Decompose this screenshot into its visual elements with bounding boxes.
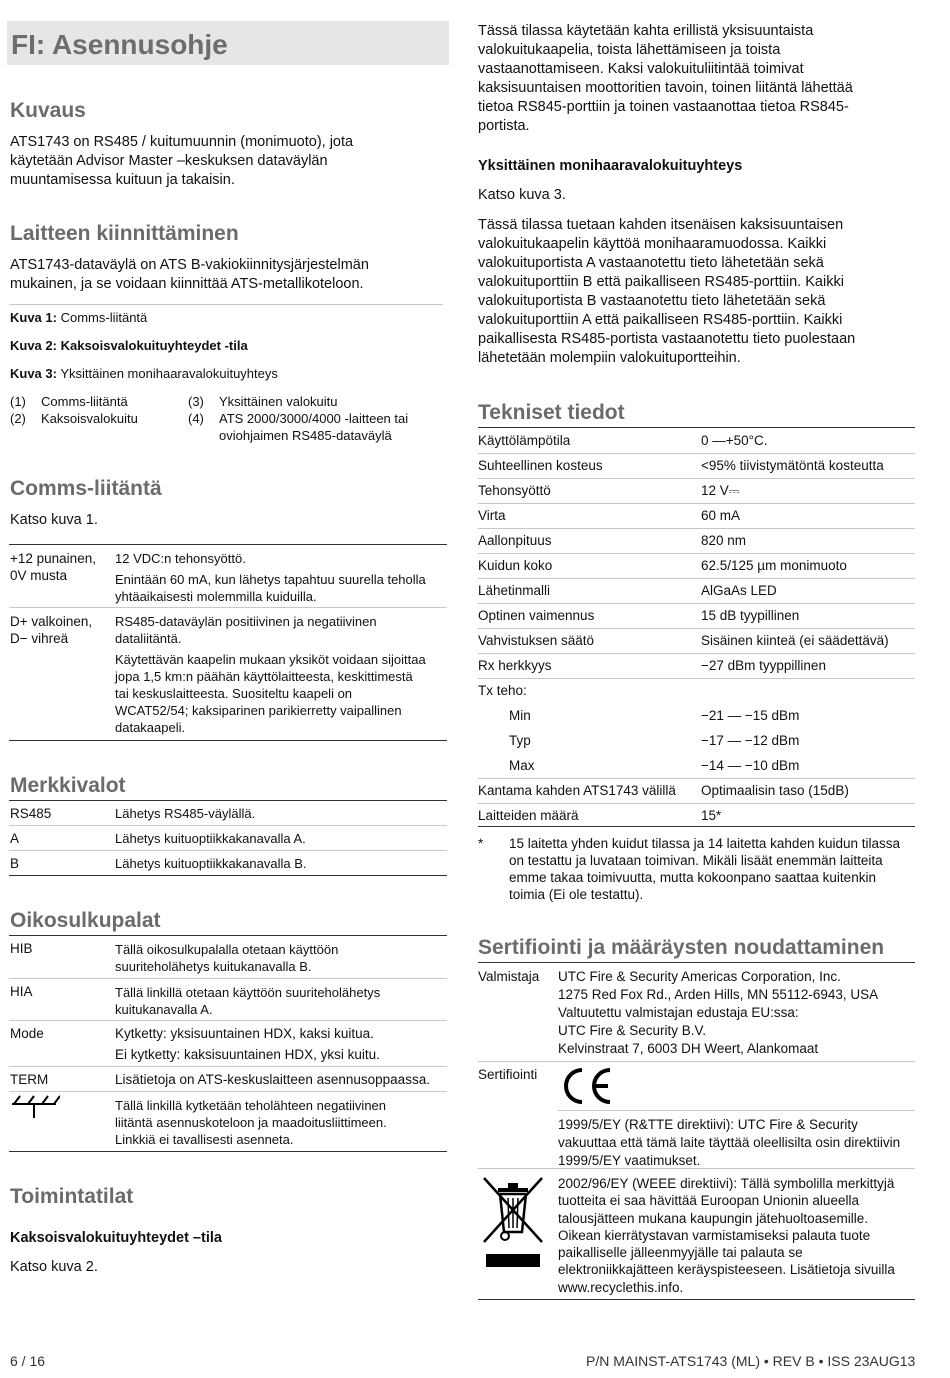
- toimintatilat-see2: Katso kuva 3.: [478, 187, 566, 203]
- spec-row-value: 820 nm: [701, 533, 747, 548]
- spec-row-label: Tehonsyöttö: [478, 483, 551, 498]
- divider: [478, 628, 915, 629]
- valmistaja-label: Valmistaja: [478, 969, 540, 984]
- jumper-key-hib: HIB: [10, 941, 33, 956]
- toimintatilat-heading: Toimintatilat: [10, 1185, 134, 1208]
- legend-text-1: Comms-liitäntä: [41, 394, 128, 409]
- page-title-bar: [7, 21, 449, 65]
- spec-row-label: Vahvistuksen säätö: [478, 633, 595, 648]
- merkki-key-b: B: [10, 856, 20, 871]
- spec-row-label: Aallonpituus: [478, 533, 552, 548]
- jumper-key-mode: Mode: [10, 1026, 44, 1041]
- figure-caption-3: Kuva 3: Yksittäinen monihaaravalokuituyhteys: [10, 366, 278, 381]
- spec-row-label: Käyttölämpötila: [478, 433, 571, 448]
- oikosulkupalat-heading: Oikosulkupalat: [10, 909, 161, 932]
- divider: [9, 1151, 447, 1152]
- divider: [478, 478, 915, 479]
- jumper-value-mode: Kytketty: yksisuuntainen HDX, kaksi kuitua. Ei kytketty: kaksisuuntainen HDX, yksi kuitu.: [115, 1026, 380, 1062]
- divider: [478, 1061, 915, 1062]
- divider: [558, 1110, 915, 1111]
- divider: [478, 1299, 915, 1300]
- page-title: FI: Asennusohje: [11, 29, 228, 60]
- comms-row2-text: RS485-dataväylän positiivinen ja negatiivinen dataliitäntä. Käytettävän kaapelin mukaan yksiköt voidaan sijoittaa jopa 1,5 km:n päähän käyttölaitteesta, keskittimestä tai keskuslaitteesta. Suositeltu kaapeli on WCAT52/54; kaksiparinen parikierretty vaipallinen datakaapeli.: [115, 614, 426, 735]
- legend-item-1: (1): [10, 394, 26, 409]
- merkki-value-a: Lähetys kuituoptiikkakanavalla A.: [115, 831, 306, 846]
- jumper-value-term: Lisätietoja on ATS-keskuslaitteen asennusoppaassa.: [115, 1072, 430, 1087]
- tekniset-heading: Tekniset tiedot: [478, 401, 625, 424]
- spec-row-value: 12 V⎓: [701, 483, 740, 498]
- spec-row-value: 60 mA: [701, 508, 741, 523]
- divider: [478, 962, 915, 963]
- ground-symbol-icon: [10, 1094, 60, 1120]
- footnote-text: 15 laitetta yhden kuidut tilassa ja 14 laitetta kahden kuidun tilassa on testattu ja luvataan toimivan. Mikäli lisäät enemmän laitteita emme takaa toimivuutta, mutta kokoonpano saattaa kuitenkin toimia (Ei ole testattu).: [509, 836, 901, 902]
- toimintatilat-sub2: Yksittäinen monihaaravalokuituyhteys: [478, 158, 743, 174]
- divider: [478, 453, 915, 454]
- spec-row-tx-sub-label: Min: [509, 708, 531, 723]
- divider: [478, 503, 915, 504]
- divider: [9, 850, 447, 851]
- divider: [478, 653, 915, 654]
- spec-row-value: 15*: [701, 808, 722, 823]
- divider: [9, 1020, 447, 1021]
- toimintatilat-sub1: Kaksoisvalokuituyhteydet –tila: [10, 1230, 222, 1246]
- spec-row-tx-label: Tx teho:: [478, 683, 527, 698]
- jumper-value-hia: Tällä linkillä otetaan käyttöön suuriteholähetys kuitukanavalla A.: [115, 985, 381, 1017]
- spec-row-tx-sub-value: −21 — −15 dBm: [701, 708, 800, 723]
- weee-bin-icon: [480, 1174, 546, 1268]
- divider: [9, 304, 443, 305]
- divider: [478, 578, 915, 579]
- toimintatilat-see1: Katso kuva 2.: [10, 1259, 98, 1275]
- weee-text: 2002/96/EY (WEEE direktiivi): Tällä symbolilla merkittyjä tuotteita ei saa hävittää Euroopan Unionin alueella talousjätteen mukana kaupungin jätehuoltoasemille. Oikean kierrätystavan varmistamiseksi palauta tuote paikalliselle jälleenmyyjälle tai palauta se elektroniikkajätteen keräyspisteeseen. Lisätietoja sivuilla www.recyclethis.info.: [558, 1176, 895, 1295]
- spec-row-value: AlGaAs LED: [701, 583, 777, 598]
- valmistaja-text: UTC Fire & Security Americas Corporation, Inc. 1275 Red Fox Rd., Arden Hills, MN 55112-6943, USA Valtuutettu valmistajan edustaja EU:ssa: UTC Fire & Security B.V. Kelvinstraat 7, 6003 DH Weert, Alankomaat: [558, 969, 879, 1056]
- divider: [9, 1091, 447, 1092]
- jumper-key-term: TERM: [10, 1072, 49, 1087]
- merkki-key-a: A: [10, 831, 20, 846]
- footer-part-number: P/N MAINST-ATS1743 (ML) • REV B • ISS 23AUG13: [586, 1353, 916, 1369]
- spec-row-value: 15 dB tyypillinen: [701, 608, 800, 623]
- divider: [478, 778, 915, 779]
- jumper-key-hia: HIA: [10, 984, 33, 999]
- sertifiointi-label: Sertifiointi: [478, 1067, 538, 1082]
- divider: [9, 544, 447, 545]
- spec-row-tx-sub-value: −14 — −10 dBm: [701, 758, 800, 773]
- divider: [9, 800, 447, 801]
- kiinnitys-heading: Laitteen kiinnittäminen: [10, 222, 239, 245]
- divider: [9, 875, 447, 876]
- figure-caption-1: Kuva 1: Comms-liitäntä: [10, 310, 148, 325]
- jumper-value-ground: Tällä linkillä kytketään teholähteen negatiivinen liitäntä asennuskoteloon ja maadoitusliittimeen. Linkkiä ei tavallisesti asenneta.: [115, 1098, 387, 1147]
- divider: [9, 740, 447, 741]
- comms-heading: Comms-liitäntä: [10, 477, 162, 500]
- sertifiointi-heading: Sertifiointi ja määräysten noudattaminen: [478, 936, 885, 959]
- legend-text-4: ATS 2000/3000/4000 -laitteen tai oviohjaimen RS485-dataväylä: [219, 411, 409, 443]
- ce-mark-icon: [558, 1066, 616, 1106]
- divider: [478, 1168, 915, 1169]
- divider: [9, 978, 447, 979]
- spec-row-value: Optimaalisin taso (15dB): [701, 783, 849, 798]
- legend-item-3: (3): [188, 394, 204, 409]
- spec-row-value: 62.5/125 µm monimuoto: [701, 558, 847, 573]
- legend-text-2: Kaksoisvalokuitu: [41, 411, 138, 426]
- divider: [478, 553, 915, 554]
- comms-row1-label: +12 punainen, 0V musta: [10, 551, 96, 583]
- merkkivalot-heading: Merkkivalot: [10, 774, 126, 797]
- kiinnitys-text: ATS1743-dataväylä on ATS B-vakiokiinnitysjärjestelmän mukainen, ja se voidaan kiinnittää ATS-metallikoteloon.: [10, 257, 369, 292]
- spec-row-label: Kantama kahden ATS1743 välillä: [478, 783, 676, 798]
- spec-row-tx-sub-value: −17 — −12 dBm: [701, 733, 800, 748]
- spec-row-value: <95% tiivistymätöntä kosteutta: [701, 458, 884, 473]
- spec-row-label: Virta: [478, 508, 506, 523]
- kuvaus-text: ATS1743 on RS485 / kuitumuunnin (monimuoto), jota käytetään Advisor Master –keskuksen dataväylän muuntamisessa kuituun ja takaisin.: [10, 134, 354, 188]
- spec-row-value: Sisäinen kiinteä (ei säädettävä): [701, 633, 889, 648]
- divider: [478, 678, 915, 679]
- divider: [478, 826, 915, 827]
- divider: [478, 528, 915, 529]
- spec-row-label: Optinen vaimennus: [478, 608, 595, 623]
- comms-see: Katso kuva 1.: [10, 512, 98, 528]
- legend-item-4: (4): [188, 411, 204, 426]
- spec-row-value: 0 —+50°C.: [701, 433, 768, 448]
- figure-caption-2: Kuva 2: Kaksoisvalokuituyhteydet -tila: [10, 338, 248, 353]
- legend-text-3: Yksittäinen valokuitu: [219, 394, 338, 409]
- spec-row-label: Laitteiden määrä: [478, 808, 579, 823]
- comms-row2-label: D+ valkoinen, D− vihreä: [10, 614, 93, 646]
- spec-row-tx-sub-label: Max: [509, 758, 535, 773]
- divider: [478, 427, 915, 428]
- comms-row1-text: 12 VDC:n tehonsyöttö. Enintään 60 mA, kun lähetys tapahtuu suurella teholla yhtäaikaisesti molemmilla kuiduilla.: [115, 551, 426, 604]
- divider: [9, 1066, 447, 1067]
- spec-row-label: Suhteellinen kosteus: [478, 458, 603, 473]
- footnote-mark: *: [478, 836, 484, 851]
- merkki-value-rs485: Lähetys RS485-väylällä.: [115, 806, 256, 821]
- spec-row-value: −27 dBm tyyppillinen: [701, 658, 826, 673]
- spec-row-label: Kuidun koko: [478, 558, 553, 573]
- toimintatilat-text2: Tässä tilassa tuetaan kahden itsenäisen kaksisuuntaisen valokuitukaapelin käyttöä monihaaramuodossa. Kaikki valokuituportista A vastaanotettu tieto lähetetään sekä valokuituporttiin B että paikalliseen RS485-porttiin. Kaikki valokuituportista B vastaanotettu tieto lähetetään sekä valokuituporttiin A että paikalliseen RS485-porttiin. Kaikki paikallisesta RS485-portista vastaanotettu tieto puolestaan lähetetään molempiin valokuituportteihin.: [478, 217, 856, 366]
- rtte-text: 1999/5/EY (R&TTE direktiivi): UTC Fire & Security vakuuttaa että tämä laite täyttää oleellisilta osin direktiivin 1999/5/EY vaatimukset.: [558, 1117, 901, 1168]
- legend-item-2: (2): [10, 411, 26, 426]
- divider: [478, 803, 915, 804]
- kuvaus-heading: Kuvaus: [10, 99, 86, 122]
- spec-row-label: Rx herkkyys: [478, 658, 552, 673]
- toimintatilat-text1: Tässä tilassa käytetään kahta erillistä yksisuuntaista valokuitukaapelia, toista lähettämiseen ja toista vastaanottamiseen. Kaksi valokuituliitintää toimivat kaksisuuntaisen moottoritien tavoin, toinen liitäntä lähettää tietoa RS845-porttiin ja toinen vastaanottaa tietoa RS845- portista.: [478, 23, 853, 134]
- merkki-value-b: Lähetys kuituoptiikkakanavalla B.: [115, 856, 307, 871]
- footer-page-number: 6 / 16: [10, 1353, 46, 1369]
- spec-row-label: Lähetinmalli: [478, 583, 551, 598]
- divider: [9, 607, 447, 608]
- jumper-value-hib: Tällä oikosulkupalalla otetaan käyttöön suuriteholähetys kuitukanavalla B.: [115, 942, 339, 974]
- divider: [9, 935, 447, 936]
- divider: [9, 825, 447, 826]
- spec-row-tx-sub-label: Typ: [509, 733, 531, 748]
- merkki-key-rs485: RS485: [10, 806, 52, 821]
- divider: [478, 603, 915, 604]
